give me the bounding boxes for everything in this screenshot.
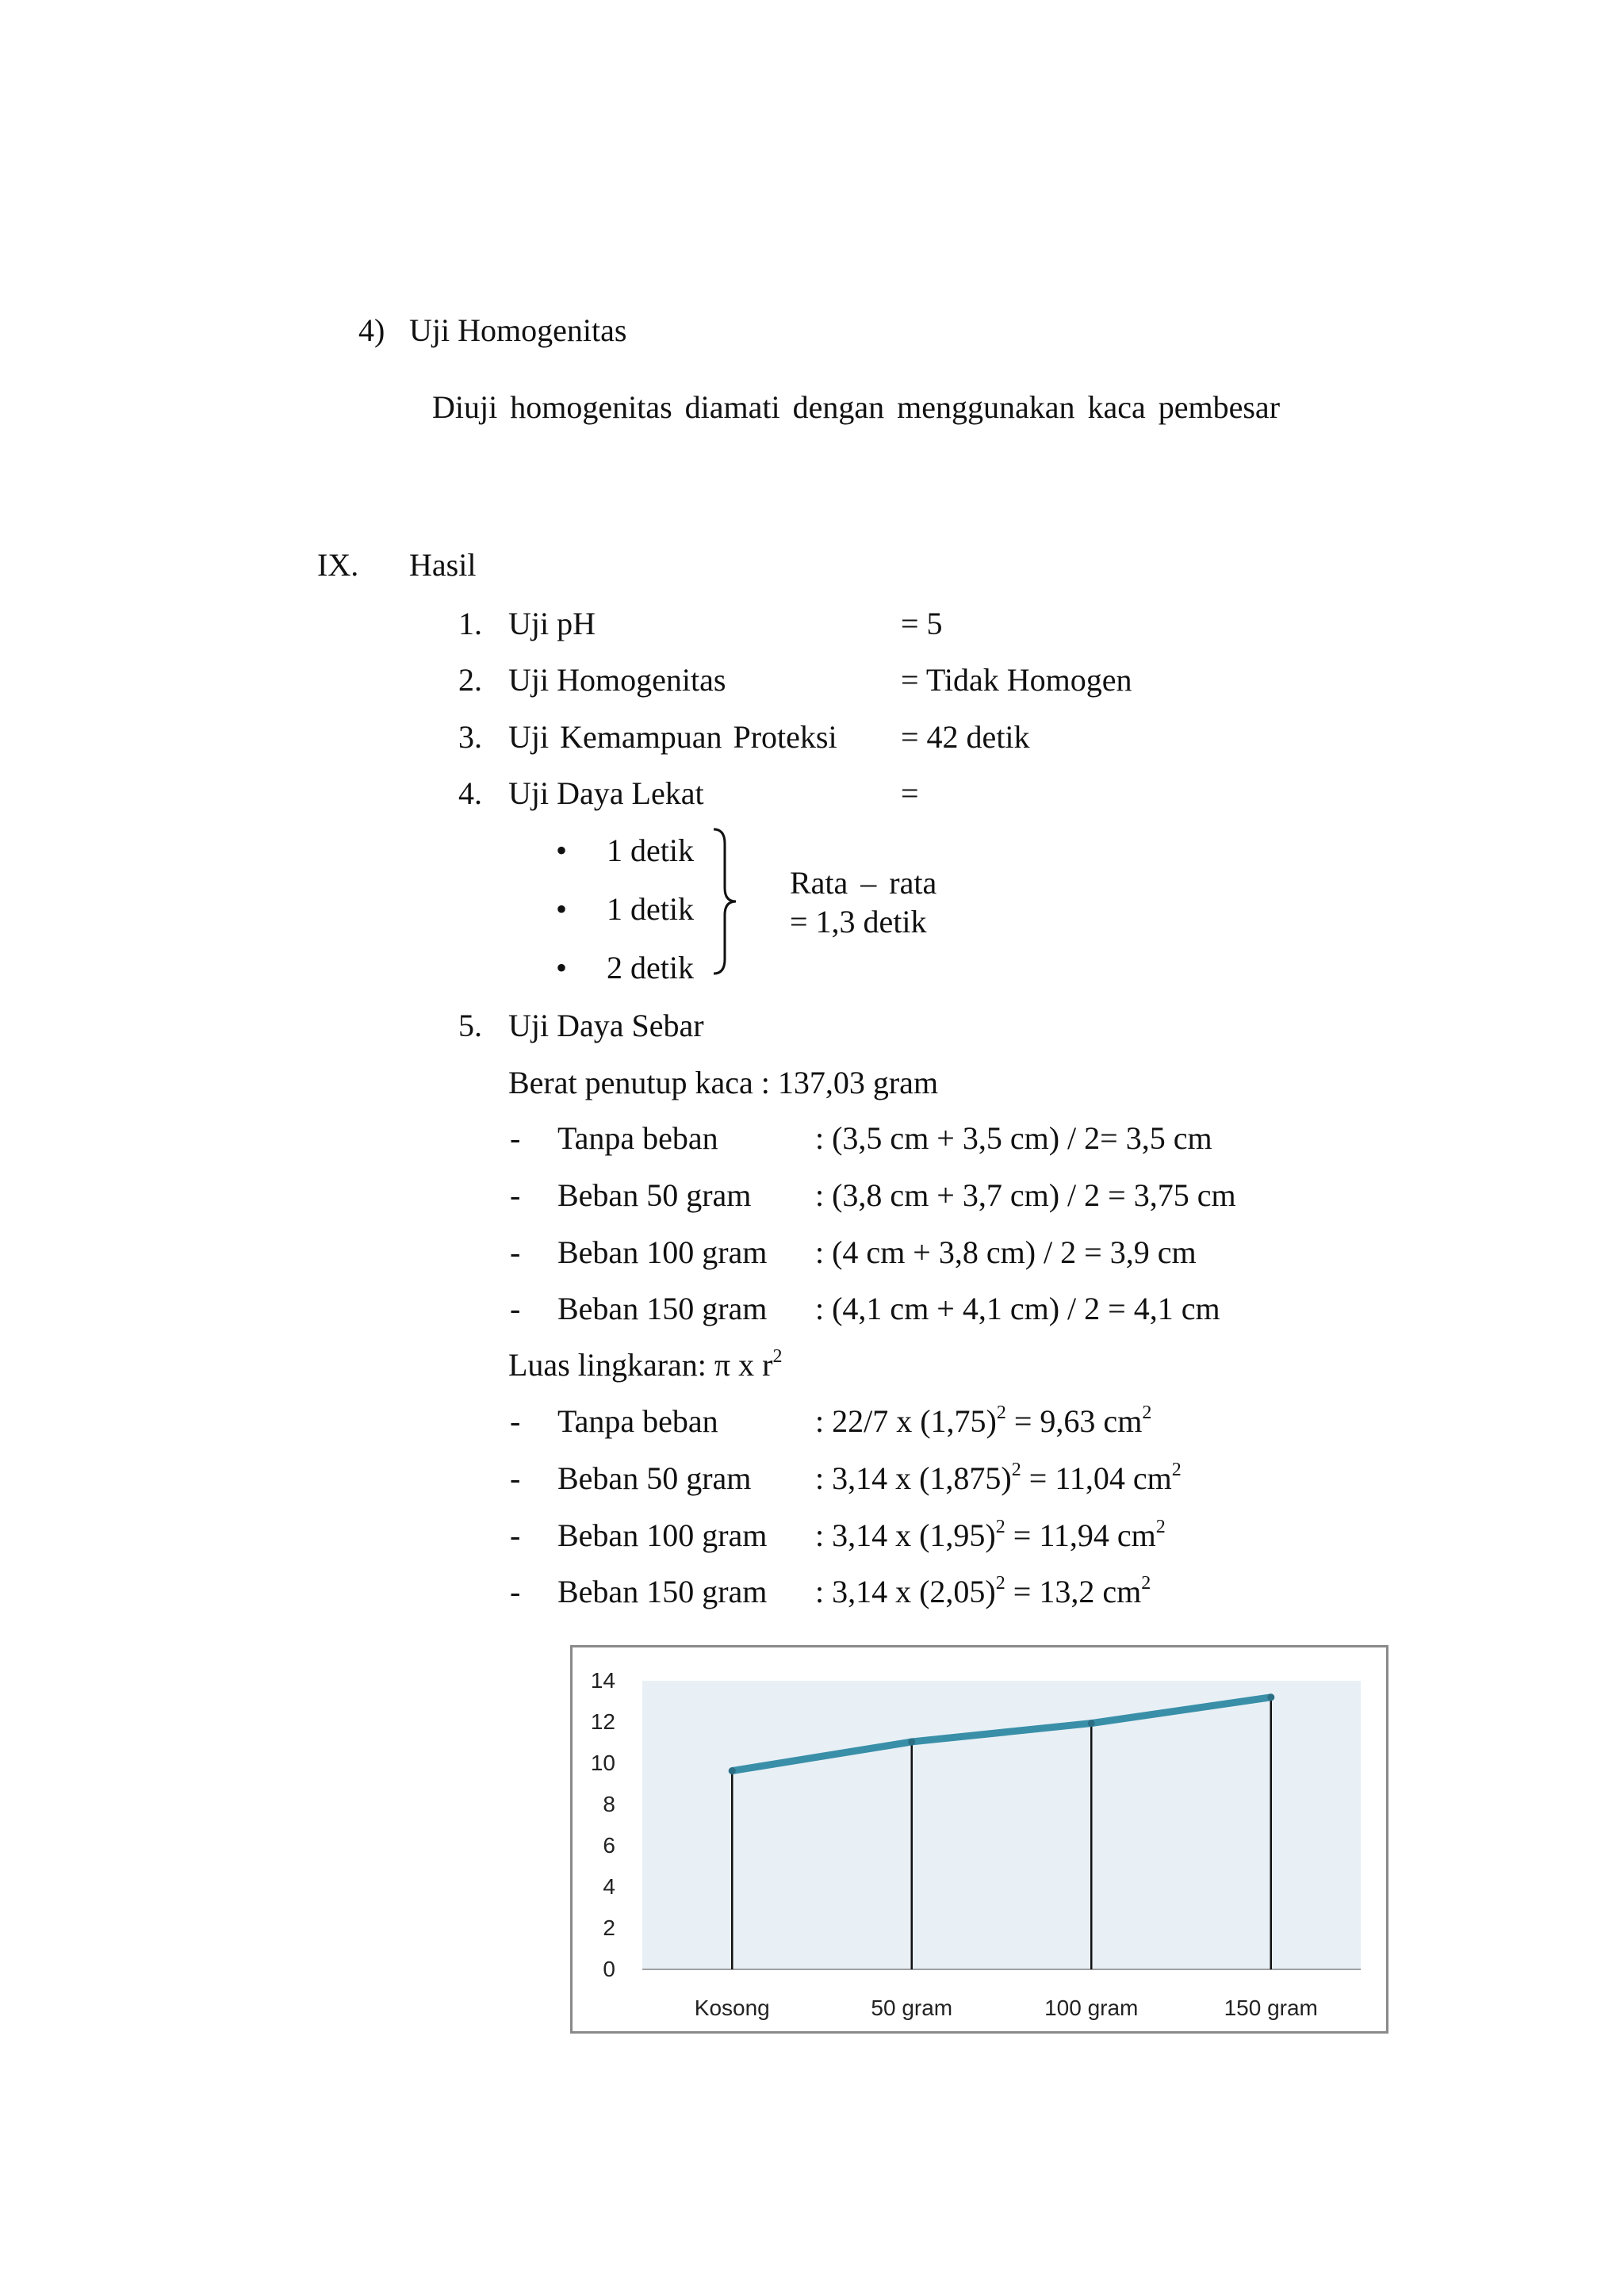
right-brace-icon: [712, 828, 739, 975]
area-result: = 11,04 cm: [1021, 1460, 1172, 1496]
area-label: Beban 50 gram: [557, 1460, 752, 1496]
bullet-item: 1 detik: [607, 832, 694, 868]
result-label: Uji Kemampuan Proteksi: [508, 719, 837, 755]
area-sup: 2: [1011, 1460, 1021, 1481]
result-num: 1.: [458, 606, 482, 641]
y-tick-label: 2: [603, 1915, 615, 1940]
diameter-label: Tanpa beban: [557, 1120, 718, 1156]
luas-text: Luas lingkaran: π x r: [508, 1347, 773, 1383]
result-value: = 42 detik: [901, 719, 1030, 755]
section-4-text: Diuji homogenitas diamati dengan menggunakan kaca pembesar: [432, 389, 1281, 425]
dash: -: [510, 1517, 521, 1553]
line-chart: [573, 1647, 1386, 2031]
dash: -: [510, 1291, 521, 1326]
x-tick-label: 50 gram: [871, 1996, 953, 2020]
x-tick-label: 100 gram: [1044, 1996, 1139, 2020]
area-label: Beban 100 gram: [557, 1517, 768, 1553]
x-tick-label: Kosong: [694, 1996, 770, 2020]
bullet-symbol: •: [556, 950, 568, 985]
y-tick-label: 4: [603, 1874, 615, 1899]
diameter-value: : (4,1 cm + 4,1 cm) / 2 = 4,1 cm: [815, 1291, 1220, 1326]
y-tick-label: 14: [590, 1668, 615, 1693]
dash: -: [510, 1403, 521, 1439]
area-sup: 2: [1171, 1460, 1182, 1481]
result-value: = 5: [901, 606, 943, 641]
area-formula: : 3,14 x (1,875): [815, 1460, 1012, 1496]
berat-penutup: Berat penutup kaca : 137,03 gram: [508, 1065, 939, 1100]
result-label: Uji pH: [508, 606, 596, 641]
area-sup: 2: [1155, 1517, 1166, 1538]
section-4-title: Uji Homogenitas: [409, 312, 627, 348]
result-label: Uji Daya Sebar: [508, 1008, 704, 1043]
y-tick-label: 0: [603, 1957, 615, 1981]
area-result: = 13,2 cm: [1005, 1574, 1142, 1609]
area-formula: : 3,14 x (2,05): [815, 1574, 996, 1609]
plot-area: [642, 1681, 1361, 1969]
bullet-symbol: •: [556, 832, 568, 868]
y-tick-label: 6: [603, 1833, 615, 1858]
area-formula: : 3,14 x (1,95): [815, 1517, 996, 1553]
area-sup: 2: [1142, 1402, 1152, 1424]
area-sup: 2: [995, 1517, 1005, 1538]
data-point: [729, 1767, 736, 1774]
area-sup: 2: [995, 1573, 1005, 1594]
diameter-label: Beban 150 gram: [557, 1291, 768, 1326]
y-tick-label: 10: [590, 1751, 615, 1775]
y-tick-label: 8: [603, 1792, 615, 1816]
dash: -: [510, 1177, 521, 1213]
luas-lingkaran: [508, 1346, 783, 1383]
result-num: 5.: [458, 1008, 482, 1043]
section-4-number: 4): [358, 312, 385, 348]
dash: -: [510, 1574, 521, 1609]
x-tick-label: 150 gram: [1224, 1996, 1318, 2020]
area-label: Tanpa beban: [557, 1403, 718, 1439]
dash: -: [510, 1460, 521, 1496]
diameter-value: : (3,8 cm + 3,7 cm) / 2 = 3,75 cm: [815, 1177, 1236, 1213]
area-formula: : 22/7 x (1,75): [815, 1403, 997, 1439]
chart-container: [570, 1645, 1388, 2034]
diameter-label: Beban 100 gram: [557, 1234, 768, 1270]
rata-line1: Rata – rata: [790, 865, 937, 901]
result-num: 2.: [458, 662, 482, 698]
diameter-value: : (3,5 cm + 3,5 cm) / 2= 3,5 cm: [815, 1120, 1212, 1156]
area-label: Beban 150 gram: [557, 1574, 768, 1609]
dash: -: [510, 1234, 521, 1270]
result-value: = Tidak Homogen: [901, 662, 1132, 698]
bullet-item: 2 detik: [607, 950, 694, 985]
data-point: [908, 1738, 915, 1745]
result-label: Uji Homogenitas: [508, 662, 726, 698]
area-value: [815, 1517, 1166, 1553]
bullet-item: 1 detik: [607, 891, 694, 927]
area-sup: 2: [1141, 1573, 1151, 1594]
area-result: = 11,94 cm: [1005, 1517, 1156, 1553]
diameter-label: Beban 50 gram: [557, 1177, 752, 1213]
diameter-value: : (4 cm + 3,8 cm) / 2 = 3,9 cm: [815, 1234, 1197, 1270]
area-value: [815, 1460, 1182, 1496]
area-value: [815, 1402, 1152, 1439]
area-sup: 2: [996, 1402, 1006, 1424]
section-ix-title: Hasil: [409, 547, 477, 583]
data-point: [1088, 1720, 1095, 1727]
result-num: 4.: [458, 775, 482, 811]
section-ix-number: IX.: [317, 547, 359, 583]
y-tick-label: 12: [590, 1709, 615, 1734]
result-num: 3.: [458, 719, 482, 755]
rata-line2: = 1,3 detik: [790, 904, 927, 939]
data-point: [1267, 1693, 1274, 1701]
area-value: [815, 1573, 1151, 1609]
result-value: =: [901, 775, 919, 811]
luas-sup: 2: [772, 1346, 783, 1368]
dash: -: [510, 1120, 521, 1156]
area-result: = 9,63 cm: [1005, 1403, 1143, 1439]
bullet-symbol: •: [556, 891, 568, 927]
result-label: Uji Daya Lekat: [508, 775, 704, 811]
